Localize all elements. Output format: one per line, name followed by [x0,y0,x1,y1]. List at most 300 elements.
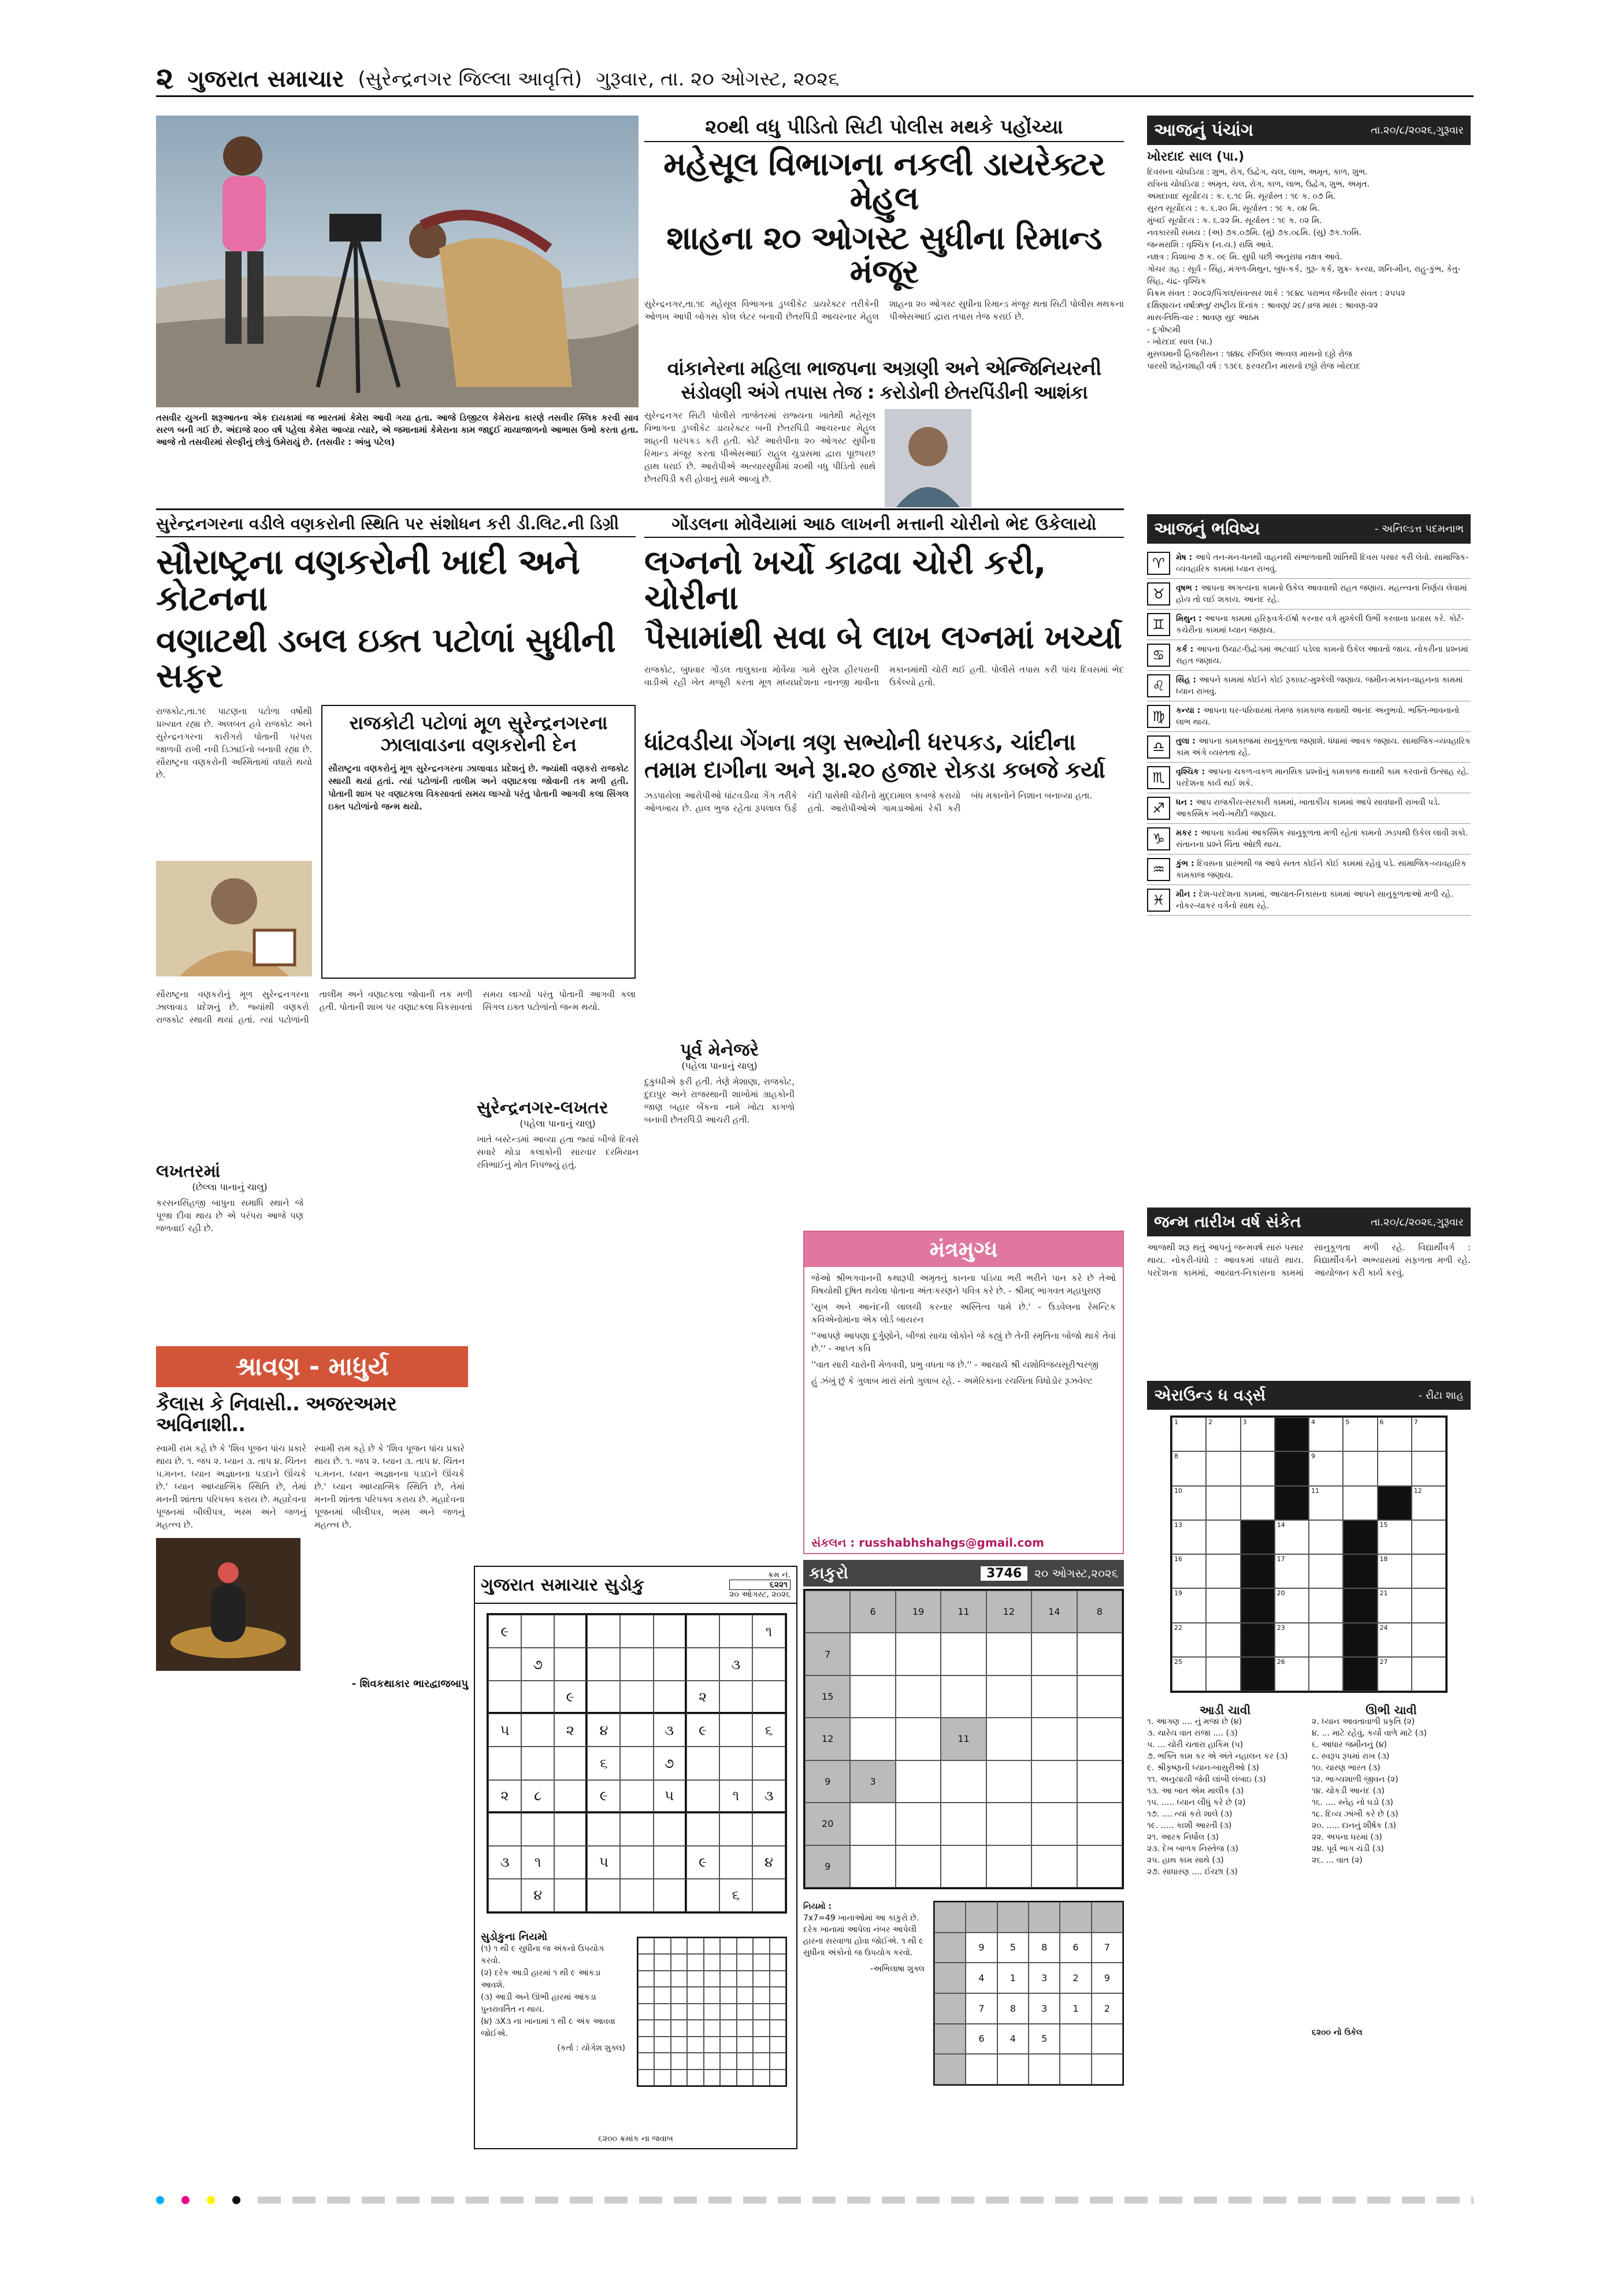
surendranagar-lakhtar-section [477,1098,639,1288]
zodiac-text: આપના ઉચાટ-ઉદ્વેગમાં અટવાઈ પડેલા કામનો ઉકેલ આવતો જાય. નોકરીના પ્રશ્નમાં રાહત જણાય. [1176,645,1468,666]
crossword-cell: 21 [1378,1588,1412,1622]
horoscope-row [1147,671,1471,701]
sudoku-number-label: ક્રમ નં. [767,1570,791,1580]
sudoku-answer-cell [737,2053,753,2069]
sudoku-answer-grid [637,1937,787,2087]
birthday-section [1147,1208,1471,1369]
kakuro-answer-cell: 5 [1029,2024,1060,2054]
sudoku-answer-cell [671,2053,687,2069]
wedding-subhead: ધાંટવડીયા ગેંગના ત્રણ સભ્યોની ધરપકડ, ચાંદીના [644,729,1075,756]
panchang-line: મુંબઈ સૂર્યોદય : ક. ૬.૨૨ મિ. સૂર્યાસ્ત : ૧૯ ક. ૦૨ મિ. [1147,216,1322,225]
sudoku-cell [620,1879,653,1912]
sudoku-answer-cell [654,2037,670,2053]
sudoku-cell [654,1879,686,1912]
sudoku-cell [554,1780,587,1813]
sudoku-answer-cell [687,2070,703,2086]
sudoku-cell [654,1846,686,1879]
print-color-bar [156,2195,1474,2205]
sudoku-cell [554,1846,587,1879]
crossword-cell: 11 [1309,1486,1343,1520]
sl-cont: (પહેલા પાનાનું ચાલુ) [519,1118,596,1129]
panchang-line: - ખોરદાદ સાલ (પા.) [1147,337,1212,347]
kakuro-entry-cell [850,1718,895,1760]
zodiac-name: મીન : [1176,890,1199,899]
kakuro-entry-cell [1031,1718,1077,1760]
kakuro-entry-cell [1031,1845,1077,1888]
shivling-photo [156,1538,300,1671]
crossword-clue: ૨૩. દેખ બાળક નિસ્તેજ (૩) [1147,1844,1238,1853]
kakuro-clue-cell: 14 [1031,1591,1077,1633]
sudoku-cell [719,1747,752,1779]
zodiac-icon: ♎ [1147,735,1170,759]
sudoku-answer-cell [720,2053,736,2069]
zodiac-name: મેષ : [1176,553,1196,562]
panchang-line: ગોચર ગ્રહ : સૂર્ય - સિંહ, મંગળ-મિથુન, બુધ-કર્ક, ગુરૂ- કર્ક, શુક્ર- કન્યા, શનિ-મીન, રાહુ-કુંભ, કેતુ-સિંહ, ચંદ્ર- વૃશ્ચિક [1147,265,1461,286]
zodiac-text: આપના અગત્યના કામનો ઉકેલ આવવાથી રાહત જણાય. મહત્ત્વના નિર્ણય લેવામાં હોય તો લઈ શકાય. આનંદ રહે. [1176,584,1467,604]
crossword-clue: ૫. ... ચોરી ચતારા હાકિમ (૫) [1147,1740,1244,1749]
kakuro-entry-cell [941,1845,986,1888]
kakuro-answer-clue-cell [934,1933,966,1963]
zodiac-text: આપના ચકળ-વકળ માનસિક પ્રશ્નોનું કામકાજ થવાથી કામ કરવાનો ઉત્સાહ રહે. પરદેશના કાર્ય થઈ શકે. [1176,767,1469,788]
sudoku-cell: ૯ [686,1714,719,1747]
sudoku-cell [752,1879,785,1912]
kakuro-answer-cell: 3 [1029,1993,1060,2024]
sudoku-cell: ૧ [752,1615,785,1648]
sudoku-cell [686,1747,719,1779]
zodiac-name: મિથુન : [1176,614,1205,623]
zodiac-name: તુલા : [1176,737,1198,746]
sudoku-answer-cell [671,1954,687,1970]
sudoku-cell [620,1747,653,1779]
crossword-cell: 10 [1172,1486,1206,1520]
wedding-headline-1: લગ્નનો ખર્ચો કાઢવા ચોરી કરી, ચોરીના [644,543,1046,617]
crossword-clue: ૨. ધ્યાન આવતાવાળી પ્રકૃતિ (૨) [1312,1717,1415,1726]
sudoku-answer-cell [687,1987,703,2003]
sudoku-answer-cell [770,2053,786,2069]
sudoku-answer-cell [720,2070,736,2086]
sudoku-cell: ૬ [752,1714,785,1747]
sudoku-cell [752,1681,785,1714]
crossword-cell: 16 [1172,1554,1206,1588]
birthday-date: તા.૨૦/૮/૨૦૨૬,ગુરૂવાર [1371,1216,1464,1228]
sudoku-answer-cell [737,2037,753,2053]
shravan-credit: - શિવકથાકાર ભારદ્વાજબાપુ [351,1678,468,1691]
pm-cont: (પહેલા પાનાનું ચાલુ) [681,1060,758,1071]
sudoku-cell [521,1615,554,1648]
crossword-cell: 23 [1275,1623,1309,1657]
story-headline-2: શાહના ૨૦ ઓગસ્ટ સુધીના રિમાન્ડ મંજૂર [666,219,1102,291]
crossword-block [1241,1588,1275,1622]
birthday-body: આજથી શરૂ થતું આપનું જન્મવર્ષ સારું પસાર થાય. નોકરી-ધંધો : આવકમાં વધારો થાય. પરદેશના કામમાં, આયાત-નિકાસના કામમાં સાનુકૂળતા મળી રહે. વિદ્યાર્થીવર્ગ : વિદ્યાર્થીવર્ગને અભ્યાસમાં સફળતા મળી રહે. આયોજન કરી કાર્ય કરવું. [1147,1242,1471,1278]
sudoku-answer-cell [737,2070,753,2086]
sudoku-cell: ૭ [521,1648,554,1681]
kakuro-clue-cell: 12 [986,1591,1031,1633]
sudoku-cell: ૩ [488,1846,521,1879]
crossword-cell [1343,1451,1377,1485]
crossword-clue: ૧૭. .... ત્યાં કરો શાલે (૩) [1147,1810,1233,1819]
sudoku-answer-cell [638,2053,654,2069]
crossword-cell [1309,1554,1343,1588]
weaving-headline-2: વણાટથી ડબલ ઇક્ત પટોળાં સુધીની સફર [156,621,615,695]
sudoku-answer-cell [753,2037,769,2053]
crossword-cell: 17 [1275,1554,1309,1588]
sudoku-answer-cell [770,2037,786,2053]
crossword-cell [1309,1588,1343,1622]
zodiac-name: વૃશ્ચિક : [1176,767,1208,777]
zodiac-name: ધન : [1176,798,1196,807]
crossword-clue: ૨૫. હાથ કામ સાથે (૩) [1147,1856,1224,1865]
crossword-block [1241,1520,1275,1554]
sudoku-answer-cell [720,2020,736,2036]
zodiac-icon: ♒ [1147,858,1170,881]
sudoku-answer-cell [720,1954,736,1970]
sudoku-cell: ૯ [686,1846,719,1879]
crossword-clue: ૬. આધાર જમીનનું (૪) [1312,1740,1387,1749]
sudoku-cell: ૯ [554,1681,587,1714]
kakuro-entry-cell [986,1803,1031,1845]
crossword-answers-line: ૬૨૦૦ નો ઉકેલ [1312,2028,1363,2037]
sudoku-answer-cell [753,1987,769,2003]
kakuro-number: 3746 [981,1566,1027,1581]
accused-photo [885,409,971,507]
sudoku-answer-cell [753,1938,769,1954]
sudoku-answer-cell [638,2070,654,2086]
zodiac-text: આપના ઘર-પરિવારમાં તેમજ કામકાજ થવાથી આનંદ અનુભવો. ભક્તિ-ભાવનાનો લાભ થાય. [1176,706,1460,727]
kakuro-entry-cell [1031,1675,1077,1718]
crossword-block [1343,1588,1377,1622]
sudoku-cell [654,1615,686,1648]
edition-label: (સુરેન્દ્રનગર જિલ્લા આવૃત્તિ) [358,67,582,91]
panchang-date: તા.૨૦/૮/૨૦૨૬,ગુરૂવાર [1371,124,1464,136]
kakuro-answer-grid [933,1901,1124,2086]
sudoku-section [474,1566,797,2149]
lakhtar-title: લખતરમાં [156,1161,221,1182]
sudoku-cell [752,1813,785,1846]
sudoku-answer-cell [638,1938,654,1954]
crossword-section [1147,1381,1471,2155]
crossword-cell [1309,1657,1343,1691]
panchang-line: - દુર્ગાષ્ટમી [1147,325,1181,335]
crossword-clue: ૭. ભક્તિ કામ કર એ અંતે નહાલન કર (૩) [1147,1752,1288,1761]
sudoku-answer-cell [704,1971,720,1987]
crossword-block [1275,1486,1309,1520]
crossword-cell: 13 [1172,1520,1206,1554]
zodiac-icon: ♌ [1147,674,1170,697]
horoscope-row [1147,732,1471,763]
sudoku-cell [587,1681,620,1714]
crossword-cell: 22 [1172,1623,1206,1657]
crossword-clue: ૮. સ્વરૂપ રૂપમાં રાખ (૩) [1312,1752,1390,1761]
sudoku-answer-cell [737,2020,753,2036]
sudoku-cell: ૩ [752,1780,785,1813]
crossword-down-list [1312,1716,1471,1866]
sudoku-answer-cell [704,2037,720,2053]
photo-story [156,116,639,485]
sudoku-answer-cell [654,1954,670,1970]
sudoku-credit: (કર્તા : યોગેશ શુક્લ) [557,2044,625,2053]
sudoku-answer-cell [687,2020,703,2036]
sudoku-answer-cell [654,2070,670,2086]
sudoku-cell [587,1813,620,1846]
zodiac-icon: ♓ [1147,889,1170,912]
kakuro-entry-cell [1077,1633,1122,1675]
sudoku-number: ૬૨૨૧ [729,1580,791,1590]
kakuro-answer-cell: 3 [1029,1963,1060,1993]
zodiac-name: મકર : [1176,829,1201,838]
kakuro-entry-cell [1031,1803,1077,1845]
sudoku-answer-cell [687,2037,703,2053]
sudoku-answer-cell [638,2037,654,2053]
sudoku-answer-cell [720,1971,736,1987]
kakuro-title: કાકુરો [809,1563,848,1582]
sudoku-answer-cell [671,1971,687,1987]
kakuro-date: ૨૦ ઓગસ્ટ,૨૦૨૬ [1034,1566,1118,1580]
horoscope-row [1147,640,1471,671]
kakuro-entry-cell [1077,1675,1122,1718]
sudoku-cell: ૨ [554,1714,587,1747]
sudoku-cell [719,1813,752,1846]
lakhtar-section [156,1161,303,1335]
crossword-cell: 5 [1343,1417,1377,1451]
horoscope-title: આજનું ભવિષ્ય [1154,519,1260,539]
horoscope-row [1147,885,1471,916]
kakuro-entry-cell [1077,1718,1122,1760]
sudoku-cell: ૫ [587,1846,620,1879]
kakuro-clue-cell: 6 [850,1591,895,1633]
crossword-cell [1412,1657,1446,1691]
crossword-block [1275,1417,1309,1451]
sudoku-answer-line: ૬૨૦૦ ક્રમાંક ના જવાબ [598,2134,673,2143]
horoscope-author: - અનિલ્ડત્ત પદમનાભ [1374,523,1464,535]
crossword-cell: 15 [1378,1520,1412,1554]
horoscope-section [1147,514,1471,1196]
photo-credit: (તસવીર : અંબુ પટેલ) [316,437,395,447]
crossword-across-title: આડી ચાવી [1199,1703,1251,1717]
kakuro-rules: 7x7=49 ખાનાઓમાં આ કાકુરો છે. દરેક ખાનામાં આપેલા નંબર આપેલી હારના સરવાળા હોવા જોઈએ. ૧ થી ૯ સુધીના અંકોનો જ ઉપયોગ કરવો. [803,1914,924,1957]
sudoku-answer-cell [720,1987,736,2003]
horoscope-row [1147,610,1471,640]
kakuro-clue-cell: 19 [896,1591,941,1633]
kakuro-answer-clue-cell [1092,1902,1123,1933]
mantra-items [804,1267,1123,1392]
kakuro-answer-clue-cell [934,1963,966,1993]
crossword-block [1241,1623,1275,1657]
sudoku-cell: ૫ [488,1714,521,1747]
sudoku-answer-cell [671,2070,687,2086]
sudoku-cell [554,1813,587,1846]
sudoku-answer-cell [704,1987,720,2003]
crossword-clue: ૨૦. ..... દાનનું શીર્ષક (૩) [1312,1821,1397,1830]
sudoku-answer-cell [737,1987,753,2003]
sudoku-answer-cell [638,1954,654,1970]
sudoku-cell [587,1879,620,1912]
crossword-cell [1206,1486,1240,1520]
crossword-block [1343,1554,1377,1588]
kakuro-entry-cell [850,1633,895,1675]
sudoku-cell [620,1780,653,1813]
crossword-block [1343,1657,1377,1691]
sudoku-cell [554,1615,587,1648]
sudoku-cell [752,1648,785,1681]
crossword-cell [1206,1554,1240,1588]
kakuro-entry-cell [896,1675,941,1718]
sudoku-answer-cell [654,1987,670,2003]
kakuro-answer-cell: 8 [997,1993,1029,2024]
sudoku-cell [620,1681,653,1714]
sudoku-cell [521,1681,554,1714]
kakuro-entry-cell [941,1803,986,1845]
kakuro-clue-cell: 20 [805,1803,850,1845]
crossword-cell: 26 [1275,1657,1309,1691]
kakuro-answer-cell: 4 [997,2024,1029,2054]
sudoku-cell [587,1615,620,1648]
mantra-footer: સંકલન : russhabhshahgs@gmail.com [811,1536,1044,1550]
sudoku-cell: ૪ [752,1846,785,1879]
kakuro-entry-cell [1077,1760,1122,1803]
crossword-across-list [1147,1716,1303,1878]
crossword-cell: 20 [1275,1588,1309,1622]
sudoku-answer-cell [720,2004,736,2020]
crossword-block [1343,1520,1377,1554]
panchang-lines [1147,166,1471,373]
kakuro-clue-cell [805,1591,850,1633]
crossword-cell [1241,1486,1275,1520]
kakuro-answer-clue-cell [934,1902,966,1933]
sudoku-answer-cell [753,2020,769,2036]
sudoku-answer-cell [753,1971,769,1987]
crossword-cell: 18 [1378,1554,1412,1588]
crossword-cell [1206,1657,1240,1691]
kakuro-answer-cell [1092,2024,1123,2054]
crossword-clue: ૧૯. ..... કાશી આરતી (૩) [1147,1821,1232,1830]
zodiac-text: દિવસના પ્રારંભથી જ આપે સતત કોઈને કોઈ કામમાં રહેવું પડે. સામાજિક-વ્યવહારિક કામકાજ જણાય. [1176,859,1467,880]
sudoku-answer-cell [753,2070,769,2086]
sudoku-answer-cell [704,1938,720,1954]
story-wedding [644,514,1124,838]
kakuro-answer-cell [1060,2054,1091,2085]
kakuro-entry-cell [1031,1760,1077,1803]
crossword-cell [1206,1451,1240,1485]
pm-title: પૂર્વ મેનેજરે [680,1040,759,1060]
horoscope-list [1147,548,1471,916]
kakuro-answer-cell: 9 [1092,1963,1123,1993]
zodiac-icon: ♊ [1147,613,1170,636]
story-fake-director [644,116,1124,497]
kakuro-answer-cell: 4 [966,1963,997,1993]
panchang-title: આજનું પંચાંગ [1154,120,1254,140]
wedding-body: રાજકોટ, બુધવાર ગોંડલ તાલુકાના મોવૈયા ગામે સુરેશ હીરપરાની વાડીએ રહી ખેત મજૂરી કરતા મૂળ મધ્યપ્રદેશના નાનજી માવીના મકાનમાંથી ચોરી થઈ હતી. પોલીસે તપાસ કરી પાંચ દિવસમાં ભેદ ઉકેલ્યો હતો. [644,664,1124,688]
sudoku-answer-cell [720,1938,736,1954]
sudoku-answer-cell [671,2020,687,2036]
pm-body: દુકુધ્ધીએ ફરી હતી. તેણે મેશાણા, રાજકોટ, દુદાપુર અને રાજસ્થાની શાખોમાં ગ્રાહકોની જાણ બહાર બેંકના નામે ખોટા કાગળો બનાવી છેતરપિંડી આચરી હતી. [644,1076,795,1125]
crossword-cell [1206,1623,1240,1657]
crossword-clue: ૪. ... માટે રહેવું, કર્યો વાળે માટે (૩) [1312,1729,1427,1738]
sudoku-answer-cell [720,2037,736,2053]
zodiac-text: આપના કામમાં હરિફવર્ગ-ઈર્ષા કરનાર વર્ગ મુશ્કેલી ઉભી કરવાના પ્રયાસ કરે. કોર્ટ-કચેરીના કામમાં ધ્યાન જણાય. [1176,614,1464,635]
purva-manager-section [644,1040,795,1288]
kakuro-answer-cell [1029,2054,1060,2085]
sudoku-cell [587,1648,620,1681]
crossword-clue: ૧૮. દિવ્ય ઝાંખી કરે છે (૩) [1312,1810,1398,1819]
mantra-item: હું ઝંખું છું કે ગુલાબ મારાં સંતો ગુલાબ રહે. - અમેરિકાના રચયિતા વિધોડોર રૂઝવેલ્ટ [811,1376,1093,1386]
panchang-line: મુસલમાની હિજરીસન : ૧૪૪૮ રબિઉલ અવ્વલ માસનો ૬ઠ્ઠો રોજ [1147,350,1352,359]
lakhtar-body: કરસનસિંહજી બાપુના સમાધિ સ્થાને જે પૂજા દીવા થાય છે એ પરંપરા આજે પણ જળવાઈ રહી છે. [156,1198,303,1234]
sudoku-cell [488,1747,521,1779]
mantra-item: 'સુખ અને આનંદની લાલચી કરનાર અસ્તિત્વ પામે છે.' - ઉડવેલના રેમન્ટિક કવિએનોમાંના એક લોર્ડ બાયરન [811,1302,1116,1325]
weaving-box-body: સૌરાષ્ટ્રના વણકરોનું મૂળ સુરેન્દ્રનગરના ઝાલાવાડ પ્રદેશનું છે. જ્યાંથી વણકરો રાજકોટ સ્થાયી થયાં હતાં. ત્યાં પટોળાંની તાલીમ અને વણાટકલા જોવાની તક મળી હતી. પોતાની શાખ પર વણાટકલા વિકસાવતાં સમય લાગ્યો પરંતુ પોતાની આગવી કલા સિંગલ ઇક્ત પટોળાંનો જન્મ થયો. [328,763,629,812]
kakuro-entry-cell [850,1675,895,1718]
crossword-grid [1170,1416,1448,1693]
kakuro-answer-cell: 9 [966,1933,997,1963]
panchang-line: દક્ષિણાયન વર્ષાઋતુ/ રાષ્ટ્રીય દિનાંક : શ્રાવણ/ ૨૯/ વ્રજ માસ : શ્રાવણ-૨૨ [1147,301,1378,310]
zodiac-name: કન્યા : [1176,706,1204,715]
crossword-clue: ૧૪. ચોકડી આનંદ (૩) [1312,1786,1385,1796]
crossword-cell: 2 [1206,1417,1240,1451]
kakuro-answer-cell [1060,2024,1091,2054]
sudoku-answer-cell [770,1938,786,1954]
sudoku-answer-cell [654,1938,670,1954]
panchang-line: સુરત સૂર્યોદય : ક. ૬.૨૦ મિ. સૂર્યાસ્ત : ૧૯ ક. ૦૪ મિ. [1147,204,1320,213]
kakuro-answer-clue-cell [934,2054,966,2085]
panchang-section [1147,116,1471,508]
wedding-kicker: ગોંડલના મોવૈયામાં આઠ લાખની મત્તાની ચોરીનો ભેદ ઉકેલાયો [644,514,1124,538]
sudoku-cell [719,1681,752,1714]
story-weaving [156,514,636,1161]
crossword-cell: 24 [1378,1623,1412,1657]
crossword-clue: ૨૬. ... વાત (૨) [1312,1856,1363,1865]
crossword-block [1241,1657,1275,1691]
sudoku-answer-cell [638,1971,654,1987]
sudoku-answer-cell [737,1971,753,1987]
sudoku-answer-cell [671,1987,687,2003]
crossword-cell: 4 [1309,1417,1343,1451]
sudoku-cell: ૩ [654,1714,686,1747]
sudoku-cell [554,1747,587,1779]
researcher-photo [156,861,312,976]
crossword-author: - રીટા શાહ [1418,1389,1464,1402]
crossword-cell [1412,1623,1446,1657]
sudoku-title: ગુજરાત સમાચાર સુડોકુ [481,1574,645,1595]
crossword-cell: 25 [1172,1657,1206,1691]
mantra-box [803,1231,1124,1554]
mantra-item: ''આપણે આપણા દુર્ગુણોને, બીજાં સાચા લોકોને જે કહ્યું છે તેની સ્મૃતિના બોજો થાકે તેવાં છે.'' - આપ્ત કવિ [811,1331,1116,1354]
kakuro-clue-cell: 3 [850,1760,895,1803]
sudoku-cell [654,1813,686,1846]
crossword-block [1275,1451,1309,1485]
crossword-cell: 27 [1378,1657,1412,1691]
crossword-cell: 1 [1172,1417,1206,1451]
crossword-clue: ૨૧. આરક નિર્ધોલ (૩) [1147,1833,1219,1842]
zodiac-text: આપ રાજકીય-સરકારી કામમાં, ખાતાકીય કામમાં આપે સાવધાની રાખવી પડે. આકસ્મિક ખર્ચ-ખરીદી જણાય. [1176,798,1441,819]
sudoku-answer-cell [704,2020,720,2036]
sudoku-cell: ૭ [654,1747,686,1779]
panchang-line: જન્મરાશિ : વૃશ્ચિક (ન.ય.) રાશિ આવે. [1147,240,1274,250]
kakuro-answer-clue-cell [934,2024,966,2054]
kakuro-answer-cell [1092,2054,1123,2085]
crossword-cell [1343,1486,1377,1520]
zodiac-name: કર્ક : [1176,645,1197,654]
story-body-2: સુરેન્દ્રનગર સિટી પોલીસે તાજેતરમાં રાજ્યના ખાતેથી મહેસૂલ વિભાગના ડુપ્લીકેટ ડાયરેક્ટર બની છેતરપિંડી આચરનાર મેહુલ શાહની ધરપકડ કરી હતી. કોર્ટ આરોપીના ૨૦ ઓગસ્ટ સુધીના રિમાન્ડ મંજૂર કરતા પીએસઆઈ રાહુલ ચુડાસમા દ્વારા પૂછપરછ હાથ ધરાઈ છે. આરોપીએ અત્યારસુધીમાં ૨૦થી વધુ પીડિતો સાથે છેતરપિંડી કરી હોવાનું સામે આવ્યું છે. [644,410,875,485]
kakuro-entry-cell [896,1803,941,1845]
zodiac-icon: ♈ [1147,552,1170,575]
crossword-cell: 12 [1412,1486,1446,1520]
sudoku-cell [686,1648,719,1681]
panchang-line: નક્ષત્ર : વિશાખા ૭ ક. ૦૯ મિ. સુધી પછી અનુરાધા નક્ષત્ર આવે. [1147,252,1342,262]
sudoku-answer-cell [770,1954,786,1970]
zodiac-name: કુંભ : [1176,859,1197,868]
story-subhead: વાંકાનેરના મહિલા ભાજપના અગ્રણી અને એન્જિનિયરની [667,357,1101,381]
sudoku-cell [620,1714,653,1747]
